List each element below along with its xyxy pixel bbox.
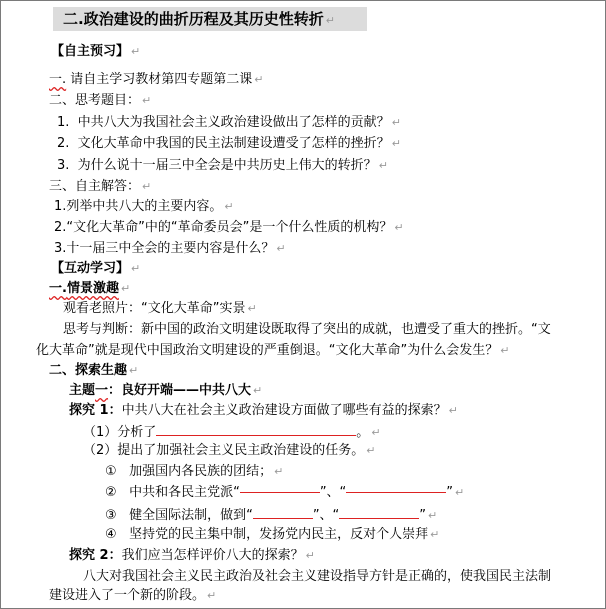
fill-blank bbox=[339, 505, 419, 519]
question-item: 1. 中共八大为我国社会主义政治建设做出了怎样的贡献？ ↵ bbox=[57, 115, 401, 130]
answer-item: 1.列举中共八大的主要内容。 ↵ bbox=[54, 199, 234, 214]
step-one: 一. 请自主学习教材第四专题第二课 ↵ bbox=[49, 72, 264, 87]
item-one: （1）分析了 。 ↵ bbox=[83, 422, 381, 442]
explore-question-two: 探究 2：我们应当怎样评价八大的探索？ ↵ bbox=[69, 548, 315, 563]
question-item: 2. 文化大革命中我国的民主法制建设遭受了怎样的挫折？ ↵ bbox=[57, 136, 401, 151]
explore-question-one: 探究 1：中共八大在社会主义政治建设方面做了哪些有益的探索？ ↵ bbox=[69, 403, 458, 418]
step-three: 三、自主解答： ↵ bbox=[49, 179, 152, 194]
sub-item: ③ 健全国际法制，做到“ ”、“ ” ↵ bbox=[105, 505, 437, 525]
document-title: 二.政治建设的曲折历程及其历史性转折 ↵ bbox=[63, 10, 335, 28]
question-item: 3. 为什么说十一届三中全会是中共历史上伟大的转折？ ↵ bbox=[57, 158, 388, 173]
theme-one-heading: 主题一：良好开端——中共八大 ↵ bbox=[69, 383, 263, 398]
sub-item: ④ 坚持党的民主集中制，发扬党内民主，反对个人崇拜 ↵ bbox=[105, 527, 440, 542]
sub-item: ② 中共和各民主党派“ ”、“ ” ↵ bbox=[105, 485, 465, 500]
answer-item: 2.“文化大革命”中的“革命委员会”是一个什么性质的机构？ ↵ bbox=[54, 220, 404, 235]
fill-blank bbox=[253, 505, 313, 519]
fill-blank bbox=[240, 492, 320, 493]
scenario-heading: 一.情景激趣 ↵ bbox=[49, 281, 131, 296]
item-two: （2）提出了加强社会主义民主政治建设的任务。 ↵ bbox=[83, 443, 376, 458]
fill-blank bbox=[346, 492, 446, 493]
fill-blank bbox=[156, 422, 356, 436]
think-paragraph-line-1: 思考与判断：新中国的政治文明建设既取得了突出的成就，也遭受了重大的挫折。“文 bbox=[63, 322, 551, 337]
section-heading-preview: 【自主预习】 ↵ bbox=[51, 44, 141, 59]
explore-heading: 二、探索生趣 ↵ bbox=[49, 363, 139, 378]
photo-line: 观看老照片：“文化大革命”实景 ↵ bbox=[63, 301, 257, 316]
sub-item: ① 加强国内各民族的团结； ↵ bbox=[105, 464, 284, 479]
think-paragraph-line-2: 化大革命”就是现代中国政治文明建设的严重倒退。“文化大革命”为什么会发生？ ↵ bbox=[36, 343, 510, 358]
section-heading-interactive: 【互动学习】 ↵ bbox=[51, 261, 141, 276]
step-two: 二、思考题目： ↵ bbox=[49, 93, 152, 108]
final-paragraph-line-2: 建设进入了一个新的阶段。 ↵ bbox=[49, 588, 217, 603]
final-paragraph-line-1: 八大对我国社会主义民主政治及社会主义建设指导方针是正确的，使我国民主法制 bbox=[83, 569, 552, 584]
answer-item: 3.十一届三中全会的主要内容是什么？ ↵ bbox=[54, 241, 286, 256]
